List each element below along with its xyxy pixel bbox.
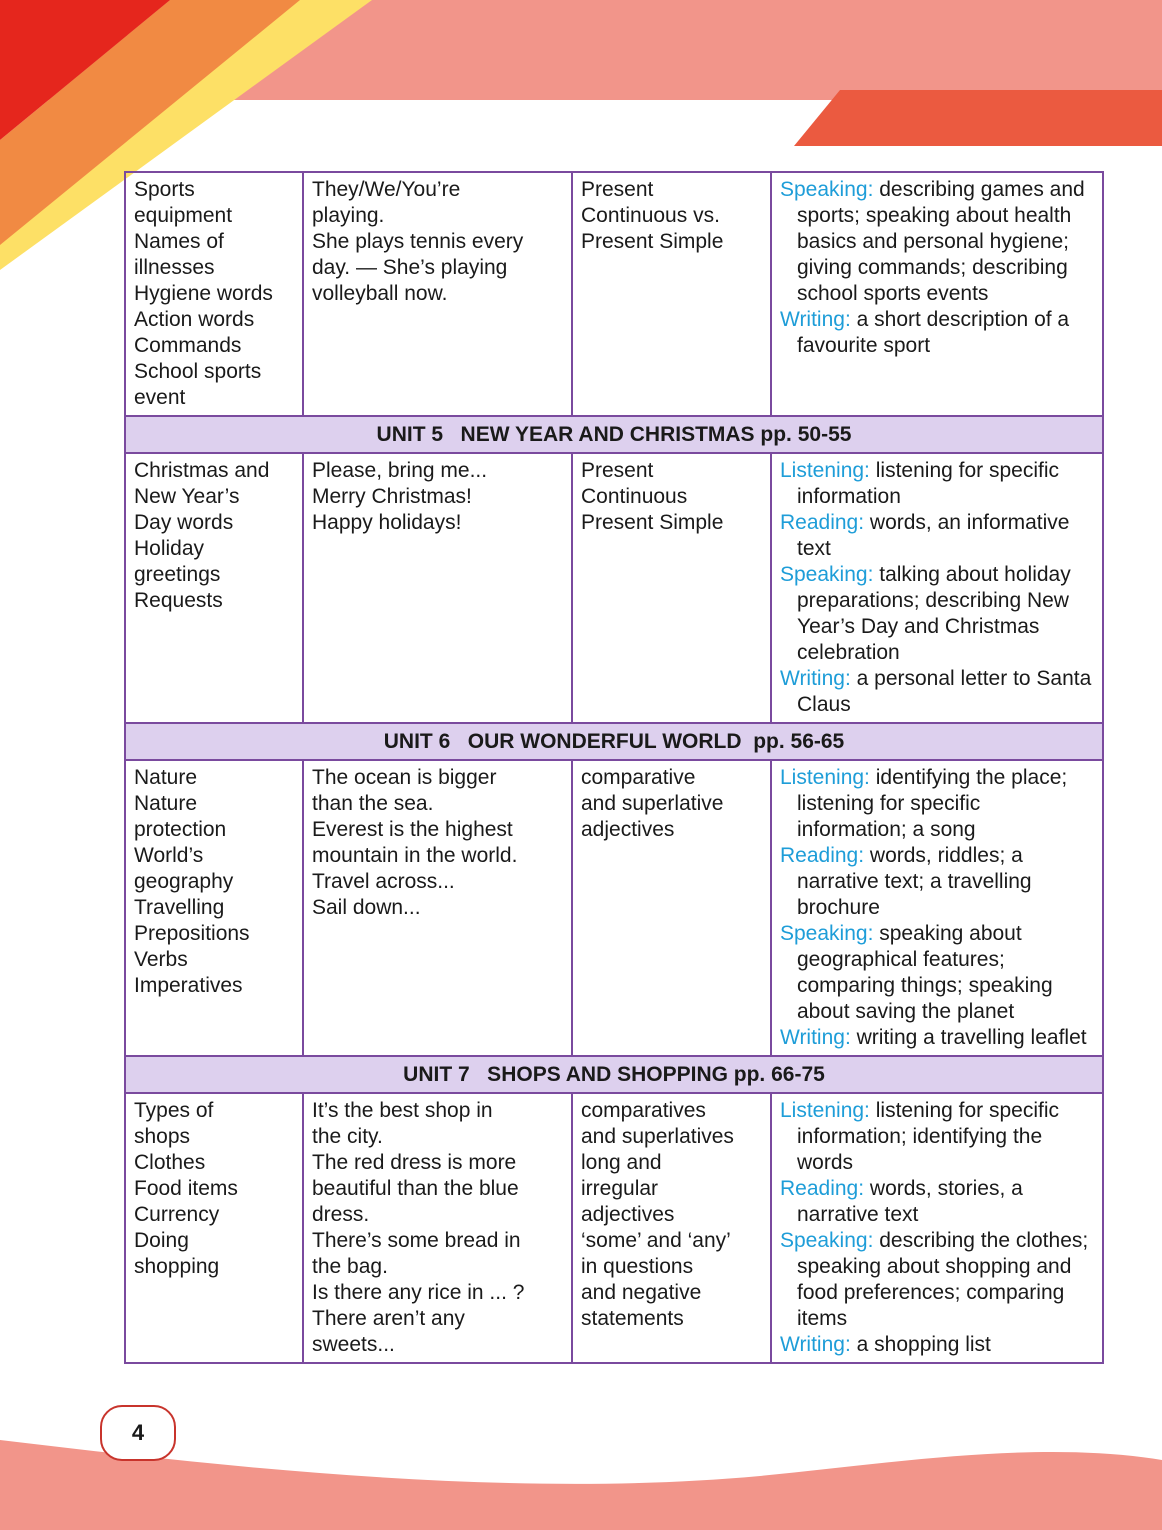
grammar-line: adjectives	[581, 818, 675, 841]
grammar-line: ‘some’ and ‘any’	[581, 1229, 731, 1252]
skills-cell	[771, 172, 1103, 416]
skill-label: Writing:	[780, 308, 851, 331]
skill-text: writing a travelling leaflet	[856, 1026, 1087, 1049]
skills-cell	[771, 1093, 1103, 1363]
vocabulary-line: Imperatives	[134, 974, 243, 997]
skill-text: describing games and sports; speaking about health basics and personal hygiene; giving commands; describing school sports events	[797, 178, 1085, 305]
vocabulary-line: Types of	[134, 1099, 214, 1122]
skill-text: words, stories, a narrative text	[797, 1177, 1023, 1226]
vocabulary-line: event	[134, 386, 186, 409]
vocabulary-line: Names of	[134, 230, 224, 253]
vocabulary-line: Prepositions	[134, 922, 250, 945]
grammar-cell	[572, 1093, 771, 1363]
structures-cell	[303, 453, 572, 723]
syllabus-table	[124, 171, 1104, 1364]
unit-header-row	[125, 1056, 1103, 1093]
vocabulary-cell	[125, 760, 303, 1056]
grammar-line: irregular	[581, 1177, 659, 1200]
skill-label: Speaking:	[780, 178, 874, 201]
grammar-line: comparatives	[581, 1099, 706, 1122]
structure-line: The ocean is bigger	[312, 766, 497, 789]
grammar-line: Present Simple	[581, 511, 724, 534]
skill-label: Reading:	[780, 1177, 865, 1200]
skill-label: Speaking:	[780, 1229, 874, 1252]
grammar-line: Continuous vs.	[581, 204, 720, 227]
grammar-cell	[572, 172, 771, 416]
top-banner-coral-tab	[794, 90, 1162, 146]
skill-label: Listening:	[780, 766, 870, 789]
vocabulary-line: New Year’s	[134, 485, 240, 508]
grammar-line: Present Simple	[581, 230, 724, 253]
vocabulary-line: Day words	[134, 511, 234, 534]
skill-entry	[780, 562, 1094, 666]
unit-header: UNIT 6 OUR WONDERFUL WORLD pp. 56-65	[125, 723, 1103, 760]
structure-line: Is there any rice in ... ?	[312, 1281, 525, 1304]
vocabulary-line: shops	[134, 1125, 191, 1148]
skill-label: Speaking:	[780, 922, 874, 945]
skill-entry	[780, 1228, 1094, 1332]
structure-line: than the sea.	[312, 792, 434, 815]
grammar-cell	[572, 760, 771, 1056]
table-row	[125, 172, 1103, 416]
vocabulary-line: Food items	[134, 1177, 238, 1200]
skill-entry	[780, 765, 1094, 843]
skill-label: Reading:	[780, 844, 865, 867]
grammar-cell	[572, 453, 771, 723]
skill-text: describing the clothes; speaking about shopping and food preferences; comparing items	[797, 1229, 1089, 1330]
grammar-line: and superlatives	[581, 1125, 734, 1148]
vocabulary-line: Nature	[134, 766, 198, 789]
skill-text: a personal letter to Santa Claus	[797, 667, 1092, 716]
skill-label: Writing:	[780, 667, 851, 690]
structure-line: day. — She’s playing	[312, 256, 508, 279]
skill-entry	[780, 1176, 1094, 1228]
vocabulary-line: Nature	[134, 792, 198, 815]
unit-header-row	[125, 416, 1103, 453]
structure-line: It’s the best shop in	[312, 1099, 493, 1122]
vocabulary-line: geography	[134, 870, 234, 893]
structure-line: dress.	[312, 1203, 370, 1226]
grammar-line: Present	[581, 178, 654, 201]
syllabus-body	[125, 172, 1103, 1363]
skill-text: talking about holiday preparations; describing New Year’s Day and Christmas celebration	[797, 563, 1071, 664]
vocabulary-line: Clothes	[134, 1151, 206, 1174]
vocabulary-line: Travelling	[134, 896, 225, 919]
grammar-line: Continuous	[581, 485, 688, 508]
vocabulary-cell	[125, 453, 303, 723]
structures-cell	[303, 760, 572, 1056]
skill-text: listening for specific information	[797, 459, 1059, 508]
structures-cell	[303, 172, 572, 416]
vocabulary-line: Requests	[134, 589, 223, 612]
skill-text: speaking about geographical features; comparing things; speaking about saving the planet	[797, 922, 1053, 1023]
vocabulary-line: Doing	[134, 1229, 189, 1252]
vocabulary-line: Holiday	[134, 537, 205, 560]
vocabulary-line: School sports	[134, 360, 262, 383]
vocabulary-line: illnesses	[134, 256, 215, 279]
bottom-wave	[0, 1440, 1162, 1530]
structure-line: Travel across...	[312, 870, 455, 893]
structure-line: The red dress is more	[312, 1151, 517, 1174]
vocabulary-line: greetings	[134, 563, 221, 586]
vocabulary-line: equipment	[134, 204, 233, 227]
structure-line: They/We/You’re	[312, 178, 461, 201]
vocabulary-line: shopping	[134, 1255, 220, 1278]
structure-line: Everest is the highest	[312, 818, 513, 841]
grammar-line: and negative	[581, 1281, 702, 1304]
skill-text: listening for specific information; identifying the words	[797, 1099, 1059, 1174]
skill-label: Writing:	[780, 1333, 851, 1356]
unit-header: UNIT 5 NEW YEAR AND CHRISTMAS pp. 50-55	[125, 416, 1103, 453]
skill-entry	[780, 921, 1094, 1025]
skill-text: identifying the place; listening for specific information; a song	[797, 766, 1068, 841]
table-row	[125, 1093, 1103, 1363]
grammar-line: statements	[581, 1307, 684, 1330]
structure-line: playing.	[312, 204, 385, 227]
skill-text: words, riddles; a narrative text; a travelling brochure	[797, 844, 1032, 919]
structure-line: Sail down...	[312, 896, 421, 919]
page-number: 4	[100, 1405, 176, 1461]
vocabulary-line: protection	[134, 818, 227, 841]
skills-cell	[771, 453, 1103, 723]
structure-line: Please, bring me...	[312, 459, 488, 482]
skill-text: a short description of a favourite sport	[797, 308, 1070, 357]
structure-line: the bag.	[312, 1255, 388, 1278]
skill-label: Listening:	[780, 459, 870, 482]
structure-line: Happy holidays!	[312, 511, 462, 534]
skill-entry	[780, 1332, 1094, 1358]
vocabulary-line: Christmas and	[134, 459, 270, 482]
structure-line: sweets...	[312, 1333, 395, 1356]
structure-line: She plays tennis every	[312, 230, 524, 253]
vocabulary-line: Currency	[134, 1203, 220, 1226]
skill-entry	[780, 666, 1094, 718]
grammar-line: adjectives	[581, 1203, 675, 1226]
skill-label: Writing:	[780, 1026, 851, 1049]
skill-entry	[780, 843, 1094, 921]
skill-entry	[780, 458, 1094, 510]
structure-line: mountain in the world.	[312, 844, 518, 867]
skill-label: Listening:	[780, 1099, 870, 1122]
vocabulary-line: World’s	[134, 844, 204, 867]
vocabulary-cell	[125, 172, 303, 416]
skill-entry	[780, 510, 1094, 562]
skill-entry	[780, 177, 1094, 307]
vocabulary-line: Sports	[134, 178, 195, 201]
table-row	[125, 453, 1103, 723]
skill-text: a shopping list	[856, 1333, 991, 1356]
vocabulary-line: Action words	[134, 308, 255, 331]
skill-entry	[780, 307, 1094, 359]
structure-line: There’s some bread in	[312, 1229, 521, 1252]
structure-line: volleyball now.	[312, 282, 448, 305]
skill-label: Reading:	[780, 511, 865, 534]
grammar-line: in questions	[581, 1255, 694, 1278]
grammar-line: and superlative	[581, 792, 724, 815]
unit-header-row	[125, 723, 1103, 760]
structure-line: the city.	[312, 1125, 383, 1148]
structure-line: beautiful than the blue	[312, 1177, 519, 1200]
vocabulary-line: Hygiene words	[134, 282, 273, 305]
skill-entry	[780, 1098, 1094, 1176]
structure-line: Merry Christmas!	[312, 485, 472, 508]
skill-label: Speaking:	[780, 563, 874, 586]
vocabulary-line: Verbs	[134, 948, 188, 971]
skill-entry	[780, 1025, 1094, 1051]
vocabulary-line: Commands	[134, 334, 242, 357]
grammar-line: comparative	[581, 766, 696, 789]
grammar-line: long and	[581, 1151, 662, 1174]
structures-cell	[303, 1093, 572, 1363]
structure-line: There aren’t any	[312, 1307, 465, 1330]
skill-text: words, an informative text	[797, 511, 1070, 560]
grammar-line: Present	[581, 459, 654, 482]
table-row	[125, 760, 1103, 1056]
unit-header: UNIT 7 SHOPS AND SHOPPING pp. 66-75	[125, 1056, 1103, 1093]
vocabulary-cell	[125, 1093, 303, 1363]
skills-cell	[771, 760, 1103, 1056]
